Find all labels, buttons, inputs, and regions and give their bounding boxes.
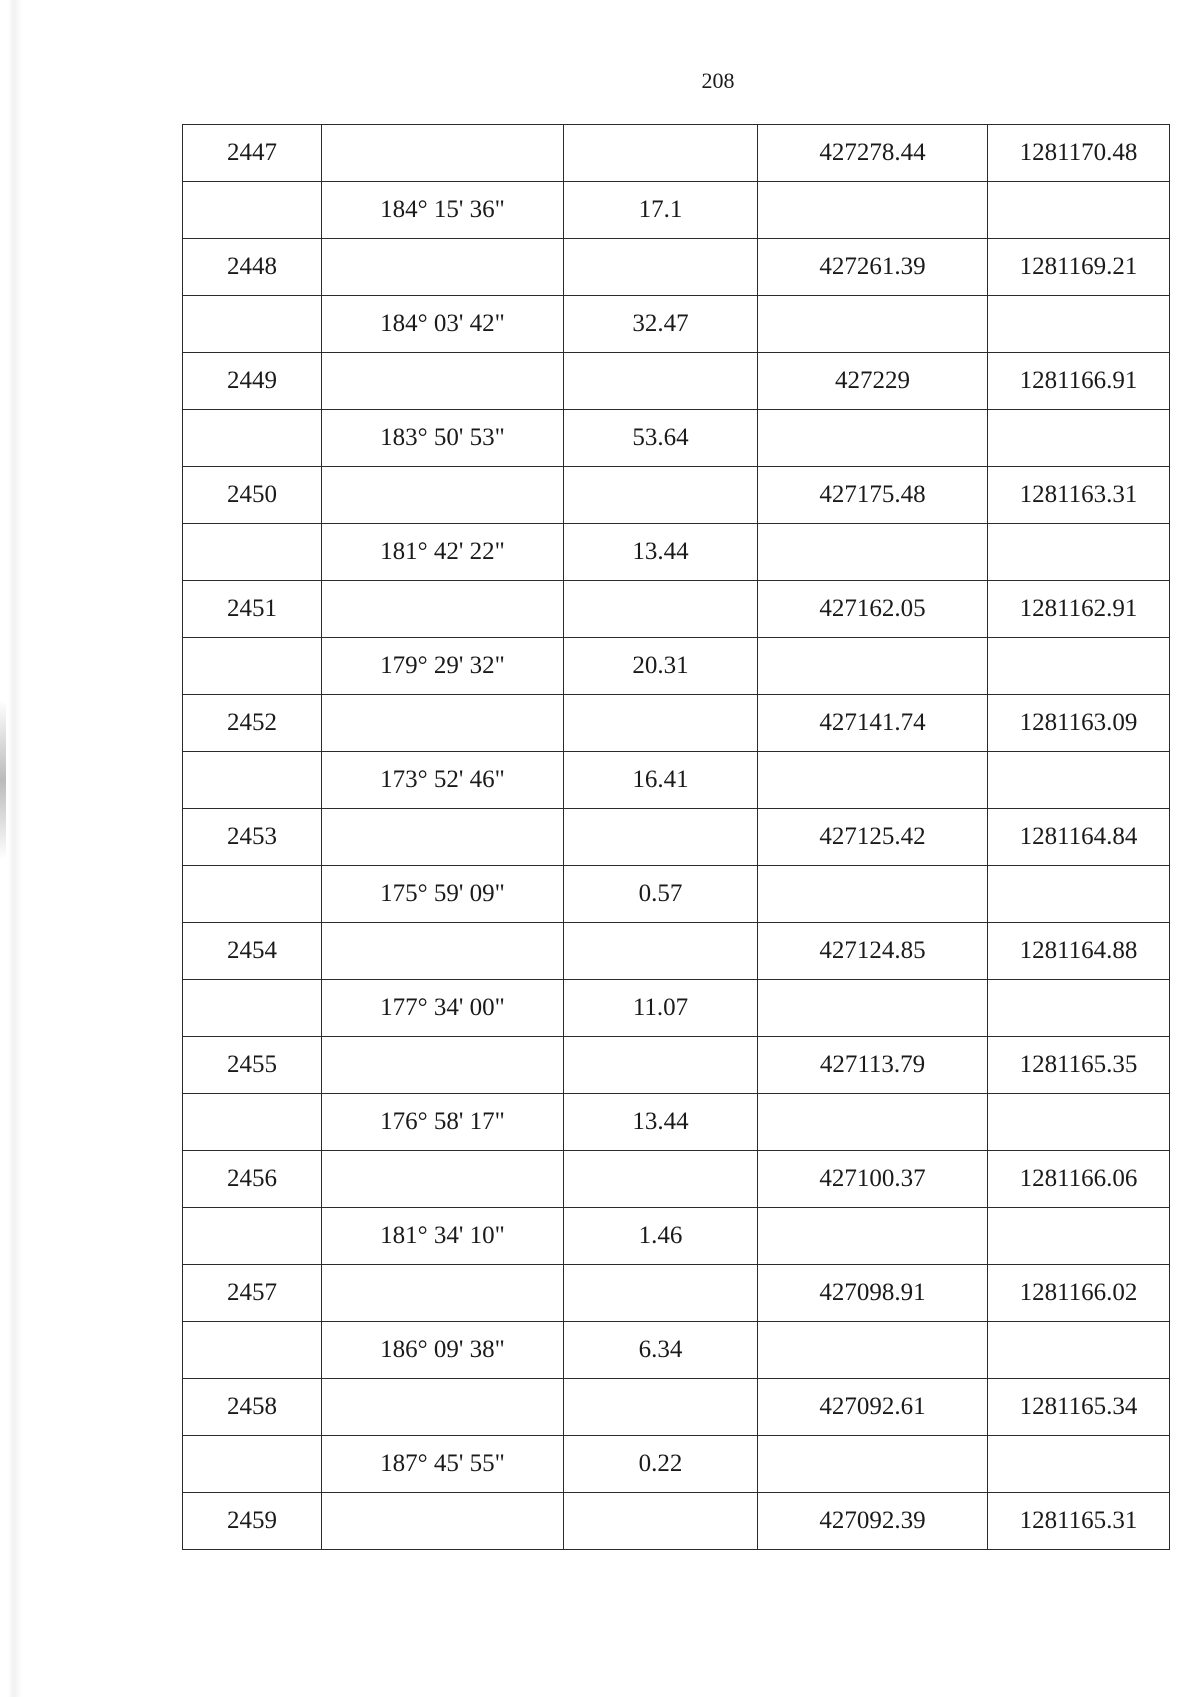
station-cell: 2449 (183, 353, 322, 410)
bearing-cell: 184° 03' 42" (322, 296, 564, 353)
bearing-cell (322, 695, 564, 752)
table-row (183, 923, 1170, 980)
scan-streak (0, 700, 6, 860)
northing-cell: 427162.05 (758, 581, 988, 638)
easting-cell (988, 296, 1170, 353)
easting-cell: 1281166.02 (988, 1265, 1170, 1322)
station-cell (183, 182, 322, 239)
station-cell: 2457 (183, 1265, 322, 1322)
distance-cell: 32.47 (564, 296, 758, 353)
easting-cell (988, 638, 1170, 695)
table-row (183, 467, 1170, 524)
northing-cell: 427278.44 (758, 125, 988, 182)
bearing-cell (322, 923, 564, 980)
table-row (183, 410, 1170, 467)
distance-cell (564, 1151, 758, 1208)
distance-cell (564, 1037, 758, 1094)
northing-cell: 427100.37 (758, 1151, 988, 1208)
northing-cell (758, 866, 988, 923)
easting-cell (988, 1322, 1170, 1379)
northing-cell (758, 1094, 988, 1151)
station-cell: 2455 (183, 1037, 322, 1094)
bearing-cell (322, 125, 564, 182)
station-cell: 2454 (183, 923, 322, 980)
northing-cell: 427092.39 (758, 1493, 988, 1550)
station-cell: 2447 (183, 125, 322, 182)
northing-cell (758, 1208, 988, 1265)
easting-cell: 1281164.88 (988, 923, 1170, 980)
scan-margin-shadow (8, 0, 22, 1697)
station-cell: 2456 (183, 1151, 322, 1208)
bearing-cell: 181° 42' 22" (322, 524, 564, 581)
bearing-cell: 175° 59' 09" (322, 866, 564, 923)
distance-cell: 0.22 (564, 1436, 758, 1493)
bearing-cell (322, 1379, 564, 1436)
northing-cell (758, 1436, 988, 1493)
distance-cell: 1.46 (564, 1208, 758, 1265)
northing-cell (758, 524, 988, 581)
northing-cell (758, 752, 988, 809)
distance-cell (564, 239, 758, 296)
station-cell (183, 410, 322, 467)
distance-cell (564, 353, 758, 410)
table-row (183, 752, 1170, 809)
easting-cell: 1281163.31 (988, 467, 1170, 524)
table-row (183, 1493, 1170, 1550)
northing-cell: 427113.79 (758, 1037, 988, 1094)
station-cell: 2450 (183, 467, 322, 524)
distance-cell: 6.34 (564, 1322, 758, 1379)
station-cell (183, 1322, 322, 1379)
station-cell (183, 638, 322, 695)
distance-cell: 13.44 (564, 524, 758, 581)
station-cell (183, 1208, 322, 1265)
northing-cell (758, 638, 988, 695)
easting-cell: 1281163.09 (988, 695, 1170, 752)
station-cell: 2448 (183, 239, 322, 296)
table-row (183, 581, 1170, 638)
table-row (183, 1265, 1170, 1322)
bearing-cell: 186° 09' 38" (322, 1322, 564, 1379)
easting-cell: 1281165.35 (988, 1037, 1170, 1094)
station-cell: 2459 (183, 1493, 322, 1550)
station-cell (183, 752, 322, 809)
distance-cell (564, 923, 758, 980)
table-row (183, 1436, 1170, 1493)
easting-cell (988, 410, 1170, 467)
station-cell: 2451 (183, 581, 322, 638)
distance-cell: 16.41 (564, 752, 758, 809)
bearing-cell (322, 1151, 564, 1208)
page-number: 208 (701, 68, 735, 93)
northing-cell: 427124.85 (758, 923, 988, 980)
table-row (183, 638, 1170, 695)
easting-cell: 1281166.91 (988, 353, 1170, 410)
northing-cell (758, 182, 988, 239)
bearing-cell (322, 809, 564, 866)
easting-cell: 1281165.34 (988, 1379, 1170, 1436)
table-row (183, 1322, 1170, 1379)
easting-cell (988, 1208, 1170, 1265)
bearing-cell (322, 581, 564, 638)
station-cell (183, 866, 322, 923)
easting-cell: 1281166.06 (988, 1151, 1170, 1208)
table-row (183, 524, 1170, 581)
table-row (183, 182, 1170, 239)
table-row (183, 353, 1170, 410)
bearing-cell (322, 1037, 564, 1094)
distance-cell (564, 467, 758, 524)
northing-cell: 427098.91 (758, 1265, 988, 1322)
easting-cell: 1281162.91 (988, 581, 1170, 638)
distance-cell: 13.44 (564, 1094, 758, 1151)
bearing-cell (322, 467, 564, 524)
distance-cell: 0.57 (564, 866, 758, 923)
distance-cell (564, 695, 758, 752)
distance-cell (564, 1379, 758, 1436)
table-row (183, 1208, 1170, 1265)
northing-cell: 427092.61 (758, 1379, 988, 1436)
distance-cell (564, 1493, 758, 1550)
distance-cell: 11.07 (564, 980, 758, 1037)
station-cell (183, 296, 322, 353)
northing-cell: 427261.39 (758, 239, 988, 296)
station-cell: 2452 (183, 695, 322, 752)
easting-cell (988, 866, 1170, 923)
easting-cell: 1281165.31 (988, 1493, 1170, 1550)
table-row (183, 695, 1170, 752)
bearing-cell: 187° 45' 55" (322, 1436, 564, 1493)
bearing-cell (322, 353, 564, 410)
northing-cell (758, 1322, 988, 1379)
table-row (183, 1151, 1170, 1208)
table-row (183, 1094, 1170, 1151)
easting-cell (988, 182, 1170, 239)
table-row (183, 239, 1170, 296)
station-cell: 2453 (183, 809, 322, 866)
traverse-table-body (183, 125, 1170, 1550)
northing-cell (758, 296, 988, 353)
easting-cell (988, 524, 1170, 581)
station-cell (183, 980, 322, 1037)
northing-cell: 427141.74 (758, 695, 988, 752)
easting-cell: 1281170.48 (988, 125, 1170, 182)
station-cell (183, 524, 322, 581)
easting-cell (988, 1094, 1170, 1151)
distance-cell (564, 581, 758, 638)
bearing-cell: 176° 58' 17" (322, 1094, 564, 1151)
easting-cell (988, 752, 1170, 809)
northing-cell: 427125.42 (758, 809, 988, 866)
distance-cell (564, 1265, 758, 1322)
table-row (183, 866, 1170, 923)
bearing-cell: 173° 52' 46" (322, 752, 564, 809)
distance-cell (564, 125, 758, 182)
easting-cell (988, 1436, 1170, 1493)
traverse-table (182, 124, 1170, 1550)
bearing-cell: 179° 29' 32" (322, 638, 564, 695)
bearing-cell: 181° 34' 10" (322, 1208, 564, 1265)
table-row (183, 125, 1170, 182)
easting-cell: 1281164.84 (988, 809, 1170, 866)
northing-cell: 427229 (758, 353, 988, 410)
distance-cell: 20.31 (564, 638, 758, 695)
bearing-cell (322, 1493, 564, 1550)
easting-cell (988, 980, 1170, 1037)
table-row (183, 296, 1170, 353)
table-row (183, 1379, 1170, 1436)
northing-cell: 427175.48 (758, 467, 988, 524)
table-row (183, 809, 1170, 866)
distance-cell: 53.64 (564, 410, 758, 467)
station-cell (183, 1094, 322, 1151)
distance-cell (564, 809, 758, 866)
bearing-cell (322, 239, 564, 296)
distance-cell: 17.1 (564, 182, 758, 239)
bearing-cell: 184° 15' 36" (322, 182, 564, 239)
northing-cell (758, 410, 988, 467)
northing-cell (758, 980, 988, 1037)
easting-cell: 1281169.21 (988, 239, 1170, 296)
station-cell (183, 1436, 322, 1493)
station-cell: 2458 (183, 1379, 322, 1436)
table-row (183, 980, 1170, 1037)
bearing-cell: 177° 34' 00" (322, 980, 564, 1037)
table-row (183, 1037, 1170, 1094)
bearing-cell (322, 1265, 564, 1322)
bearing-cell: 183° 50' 53" (322, 410, 564, 467)
